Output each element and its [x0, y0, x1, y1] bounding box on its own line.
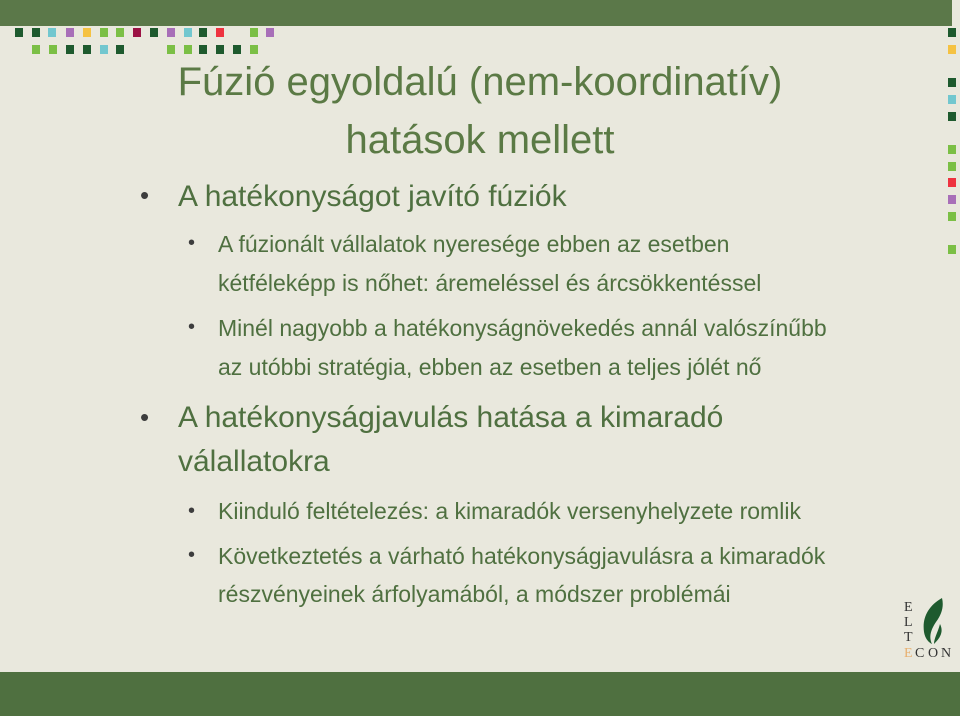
decorative-square: [216, 45, 224, 54]
logo-letter: N: [941, 646, 952, 661]
decorative-square: [948, 45, 956, 54]
decorative-square: [266, 28, 274, 37]
sub-bullet-1-line1: A fúzionált vállalatok nyeresége ebben az esetben: [218, 231, 730, 257]
decorative-square: [250, 28, 258, 37]
logo-letter: C: [915, 646, 925, 661]
bullet-icon: •: [188, 544, 196, 566]
decorative-square: [184, 45, 192, 54]
decorative-square: [150, 28, 158, 37]
sub-bullet-2-line1: Minél nagyobb a hatékonyságnövekedés annál valószínűbb: [218, 315, 827, 341]
logo-letter: E: [904, 646, 913, 661]
bullet-icon: •: [188, 232, 196, 254]
bullet-1: A hatékonyságot javító fúziók: [178, 180, 567, 213]
decorative-square: [250, 45, 258, 54]
bottom-bar: [0, 672, 960, 716]
decorative-square: [216, 28, 224, 37]
bullet-icon: •: [140, 402, 150, 432]
sub-bullet-3: Kiinduló feltételezés: a kimaradók versenyhelyzete romlik: [218, 498, 801, 524]
decorative-square: [948, 28, 956, 37]
bullet-2-line1: A hatékonyságjavulás hatása a kimaradó: [178, 401, 724, 434]
decorative-square: [15, 28, 23, 37]
logo-letter: E: [904, 600, 913, 615]
decorative-square: [948, 212, 956, 221]
top-bar: [0, 0, 952, 26]
sub-bullet-2-line2: az utóbbi stratégia, ebben az esetben a teljes jólét nő: [218, 354, 762, 380]
logo-letter: O: [928, 646, 939, 661]
decorative-square: [948, 245, 956, 254]
decorative-square: [199, 28, 207, 37]
decorative-square: [49, 45, 57, 54]
decorative-square: [83, 28, 91, 37]
bullet-2-line2: válallatokra: [178, 445, 330, 478]
decorative-square: [32, 28, 40, 37]
decorative-square: [948, 195, 956, 204]
slide-title-line1: Fúzió egyoldalú (nem-koordinatív): [177, 60, 783, 104]
decorative-square: [48, 28, 56, 37]
decorative-square: [100, 45, 108, 54]
decorative-square: [66, 28, 74, 37]
logo-letter: T: [904, 630, 913, 645]
decorative-square: [116, 28, 124, 37]
bullet-icon: •: [140, 180, 150, 210]
bullet-icon: •: [188, 316, 196, 338]
decorative-square: [948, 178, 956, 187]
decorative-square: [133, 28, 141, 37]
slide-title-line2: hatások mellett: [345, 118, 615, 162]
elte-econ-logo: [902, 600, 958, 664]
decorative-square: [116, 45, 124, 54]
decorative-square: [32, 45, 40, 54]
sub-bullet-4-line1: Következtetés a várható hatékonyságjavulásra a kimaradók: [218, 543, 826, 569]
logo-letter: L: [904, 615, 913, 630]
decorative-square: [167, 28, 175, 37]
sub-bullet-1-line2: kétféleképp is nőhet: áremeléssel és árcsökkentéssel: [218, 270, 762, 296]
decorative-square: [66, 45, 74, 54]
decorative-square: [199, 45, 207, 54]
sub-bullet-4-line2: részvényeinek árfolyamából, a módszer problémái: [218, 581, 731, 607]
decorative-square: [83, 45, 91, 54]
decorative-square: [233, 45, 241, 54]
decorative-square: [167, 45, 175, 54]
leaf-icon: [920, 598, 946, 646]
decorative-square: [184, 28, 192, 37]
decorative-square: [100, 28, 108, 37]
bullet-icon: •: [188, 500, 196, 522]
